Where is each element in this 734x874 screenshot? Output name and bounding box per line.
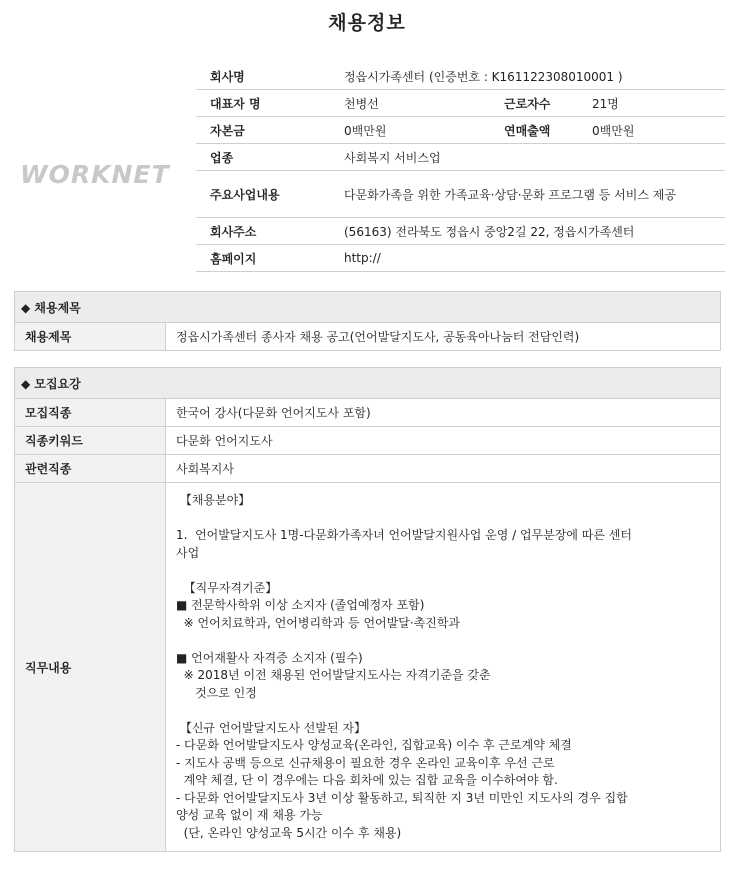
duty-line [176,562,715,580]
related-value: 사회복지사 [166,455,721,483]
worknet-logo [20,158,180,188]
industry-label: 업종 [196,144,330,171]
duty-line: ※ 언어치료학과, 언어병리학과 등 언어발달·촉진학과 [176,615,461,630]
duty-line: - 다문화 언어발달지도사 양성교육(온라인, 집합교육) 이수 후 근로계약 체결 [176,738,572,752]
duty-line [176,632,715,650]
homepage-label: 홈페이지 [196,245,330,272]
duty-line: ※ 2018년 이전 채용된 언어발달지도사는 자격기준을 갖춘 [176,668,491,682]
duty-line: 사업 [176,545,200,560]
duty-line: ■ 언어재활사 자격증 소지자 (필수) [176,650,363,665]
ceo-value: 천병선 [330,90,498,117]
recruit-title-value: 정읍시가족센터 종사자 채용 공고(언어발달지도사, 공동육아나눔터 전담인력) [166,323,721,351]
recruit-title-label: 채용제목 [15,323,166,351]
address-label: 회사주소 [196,218,330,245]
duty-label: 직무내용 [15,483,166,852]
employees-value: 21명 [578,90,725,117]
ceo-label: 대표자 명 [196,90,330,117]
svg-text:WORKNET: WORKNET [20,160,170,188]
duty-line: 계약 체결, 단 이 경우에는 다음 회차에 있는 집합 교육을 이수하여야 함. [176,773,558,787]
duty-line [176,702,715,720]
recruit-title-header: ◆ 채용제목 [15,292,721,323]
employees-label: 근로자수 [498,90,578,117]
keyword-value: 다문화 언어지도사 [166,427,721,455]
sales-value: 0백만원 [578,117,725,144]
business-label: 주요사업내용 [196,171,330,218]
sales-label: 연매출액 [498,117,578,144]
related-label: 관련직종 [15,455,166,483]
duty-line: 1. 언어발달지도사 1명-다문화가족자녀 언어발달지원사업 운영 / 업무분장에 따른 센터 [176,528,632,542]
duty-line: ■ 전문학사학위 이상 소지자 (졸업예정자 포함) [176,598,425,612]
duty-line: 【채용분야】 [176,493,251,507]
address-value: (56163) 전라북도 정읍시 중앙2길 22, 정읍시가족센터 [330,218,725,245]
company-name-label: 회사명 [196,63,330,90]
keyword-label: 직종키워드 [15,427,166,455]
job-label: 모집직종 [15,399,166,427]
recruit-summary-header: ◆ 모집요강 [15,368,721,399]
duty-line: - 지도사 공백 등으로 신규채용이 필요한 경우 온라인 교육이후 우선 근로 [176,755,555,770]
duty-content [166,484,719,850]
recruit-title-section [14,291,721,351]
capital-value: 0백만원 [330,117,498,144]
duty-line: - 다문화 언어발달지도사 3년 이상 활동하고, 퇴직한 지 3년 미만인 지도사의 경우 집합 [176,790,628,805]
homepage-link[interactable]: http:// [330,245,725,272]
page-title: 채용정보 [328,12,406,34]
duty-line: 양성 교육 없이 재 채용 가능 [176,808,323,822]
industry-value: 사회복지 서비스업 [330,144,725,171]
job-value: 한국어 강사(다문화 언어지도사 포함) [166,399,721,427]
company-name-value: 정읍시가족센터 (인증번호 : K161122308010001 ) [330,63,725,90]
duty-line: 것으로 인정 [176,685,257,700]
duty-line [176,510,715,528]
company-info-table [196,63,725,272]
duty-line: 【직무자격기준】 [176,580,278,595]
business-value: 다문화가족을 위한 가족교육·상담·문화 프로그램 등 서비스 제공 [330,171,725,218]
capital-label: 자본금 [196,117,330,144]
duty-line: (단, 온라인 양성교육 5시간 이수 후 채용) [176,825,402,840]
duty-line: 【신규 언어발달지도사 선발된 자】 [176,720,366,735]
recruit-summary-section [14,367,721,852]
